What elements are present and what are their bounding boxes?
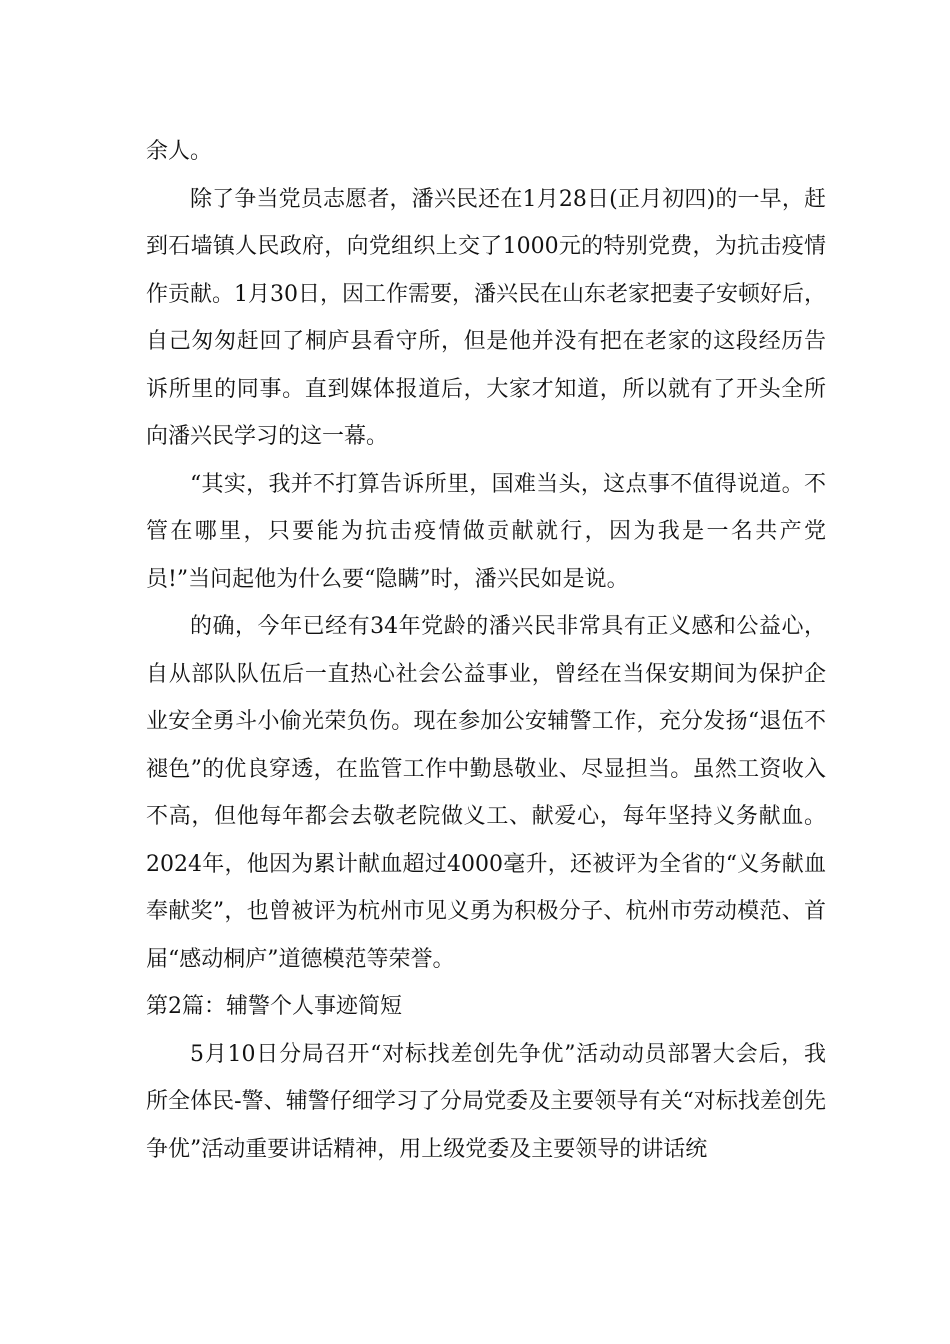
- paragraph-mobilization: 5月10日分局召开“对标找差创先争优”活动动员部署大会后，我所全体民-警、辅警仔细学习了分局党委及主要领导有关“对标找差创先争优”活动重要讲话精神，用上级党委及主要领导的讲话统: [146, 1041, 826, 1162]
- section-heading: 第2篇：辅警个人事迹简短: [146, 994, 402, 1019]
- paragraph-continuation: 余人。: [146, 139, 213, 164]
- paragraph-party-fee: 除了争当党员志愿者，潘兴民还在1月28日(正月初四)的一早，赶到石墙镇人民政府，向党组织上交了1000元的特别党费，为抗击疫情作贡献。1月30日，因工作需要，潘兴民在山东老家把妻子安顿好后，自己匆匆赶回了桐庐县看守所，但是他并没有把在老家的这段经历告诉所里的同事。直到媒体报道后，大家才知道，所以就有了开头全所向潘兴民学习的这一幕。: [146, 186, 826, 449]
- document-body: [146, 128, 826, 1173]
- paragraph-quote: “其实，我并不打算告诉所里，国难当头，这点事不值得说道。不管在哪里，只要能为抗击疫情做贡献就行，因为我是一名共产党员!”当问起他为什么要“隐瞒”时，潘兴民如是说。: [146, 471, 826, 592]
- paragraph-public-service: 的确，今年已经有34年党龄的潘兴民非常具有正义感和公益心，自从部队队伍后一直热心社会公益事业，曾经在当保安期间为保护企业安全勇斗小偷光荣负伤。现在参加公安辅警工作，充分发扬“退伍不褪色”的优良穿透，在监管工作中勤恳敬业、尽显担当。虽然工资收入不高，但他每年都会去敬老院做义工、献爱心，每年坚持义务献血。2024年，他因为累计献血超过4000毫升，还被评为全省的“义务献血奉献奖”，也曾被评为杭州市见义勇为积极分子、杭州市劳动模范、首届“感动桐庐”道德模范等荣誉。: [146, 614, 826, 972]
